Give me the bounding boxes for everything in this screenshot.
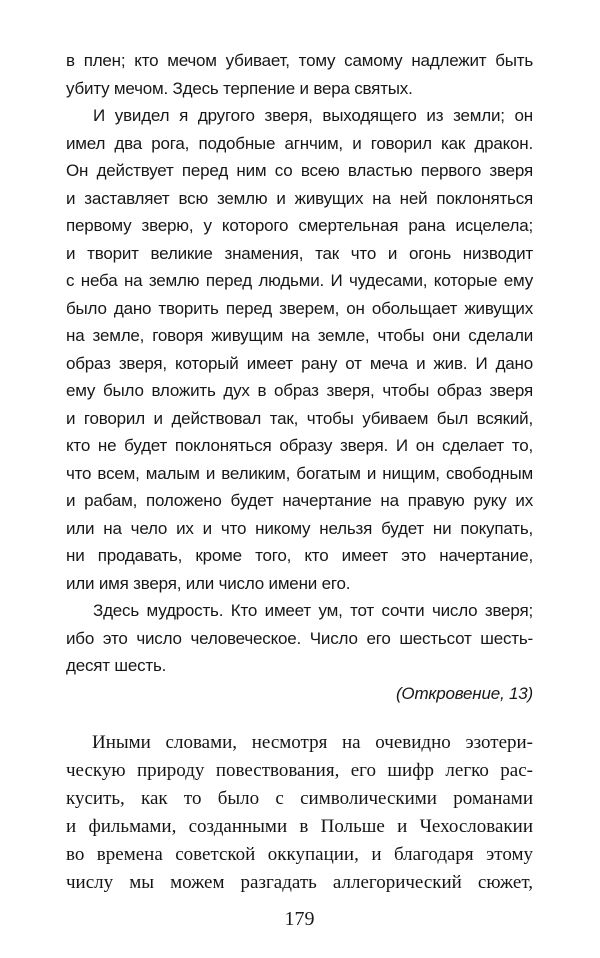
commentary-line: ческую природу повествования, его шифр легко рас- bbox=[66, 760, 533, 781]
quote-line: или на чело их и что никому нельзя будет ни покупать, bbox=[66, 518, 533, 538]
quote-line: на земле, говоря живущим на земле, чтобы они сделали bbox=[66, 326, 533, 345]
quote-line: и творит великие знамения, так что и огонь низводит bbox=[66, 243, 533, 263]
quote-line: десят шесть. bbox=[66, 656, 167, 675]
quote-attribution: (Откровение, 13) bbox=[395, 683, 533, 703]
commentary-line: Иными словами, несмотря на очевидно эзотери- bbox=[92, 732, 533, 753]
quote-line: убиту мечом. Здесь терпение и вера святых. bbox=[66, 78, 413, 98]
quote-line: первому зверю, у которого смертельная рана исцелела; bbox=[66, 216, 533, 235]
quote-line: и говорил и действовал так, чтобы убиваем был всякий, bbox=[66, 408, 533, 428]
scripture-quote bbox=[66, 47, 533, 707]
commentary-line: числу мы можем разгадать аллегорический сюжет, bbox=[66, 872, 533, 893]
text-column bbox=[66, 0, 533, 932]
commentary-line: и фильмами, созданными в Польше и Чехословакии bbox=[66, 816, 533, 837]
commentary-line: кусить, как то было с символическими романами bbox=[66, 788, 533, 809]
quote-line: с неба на землю перед людьми. И чудесами, которые ему bbox=[66, 271, 533, 290]
quote-line: и заставляет всю землю и живущих на ней поклоняться bbox=[66, 188, 533, 208]
quote-line: ибо это число человеческое. Число его шестьсот шесть- bbox=[66, 628, 533, 648]
quote-line: ему было вложить дух в образ зверя, чтобы образ зверя bbox=[66, 381, 533, 400]
commentary-text bbox=[66, 729, 533, 897]
quote-line: и рабам, положено будет начертание на правую руку их bbox=[66, 491, 533, 510]
quote-line: что всем, малым и великим, богатым и нищим, свободным bbox=[66, 463, 533, 483]
quote-line: имел два рога, подобные агнчим, и говорил как дракон. bbox=[66, 133, 533, 153]
page-number: 179 bbox=[284, 908, 315, 930]
quote-line: кто не будет поклоняться образу зверя. И он сделает то, bbox=[66, 436, 533, 455]
quote-line: И увидел я другого зверя, выходящего из земли; он bbox=[93, 106, 533, 125]
quote-line: в плен; кто мечом убивает, тому самому надлежит быть bbox=[66, 51, 533, 70]
quote-line: было дано творить перед зверем, он обольщает живущих bbox=[66, 298, 533, 318]
quote-line: или имя зверя, или число имени его. bbox=[66, 573, 351, 593]
quote-line: образ зверя, который имеет рану от меча и жив. И дано bbox=[66, 353, 533, 373]
quote-line: ни продавать, кроме того, кто имеет это начертание, bbox=[66, 546, 533, 565]
quote-line: Здесь мудрость. Кто имеет ум, тот сочти число зверя; bbox=[93, 601, 533, 620]
quote-line: Он действует перед ним со всею властью первого зверя bbox=[66, 161, 533, 180]
commentary-line: во времена советской оккупации, и благодаря этому bbox=[66, 844, 533, 865]
